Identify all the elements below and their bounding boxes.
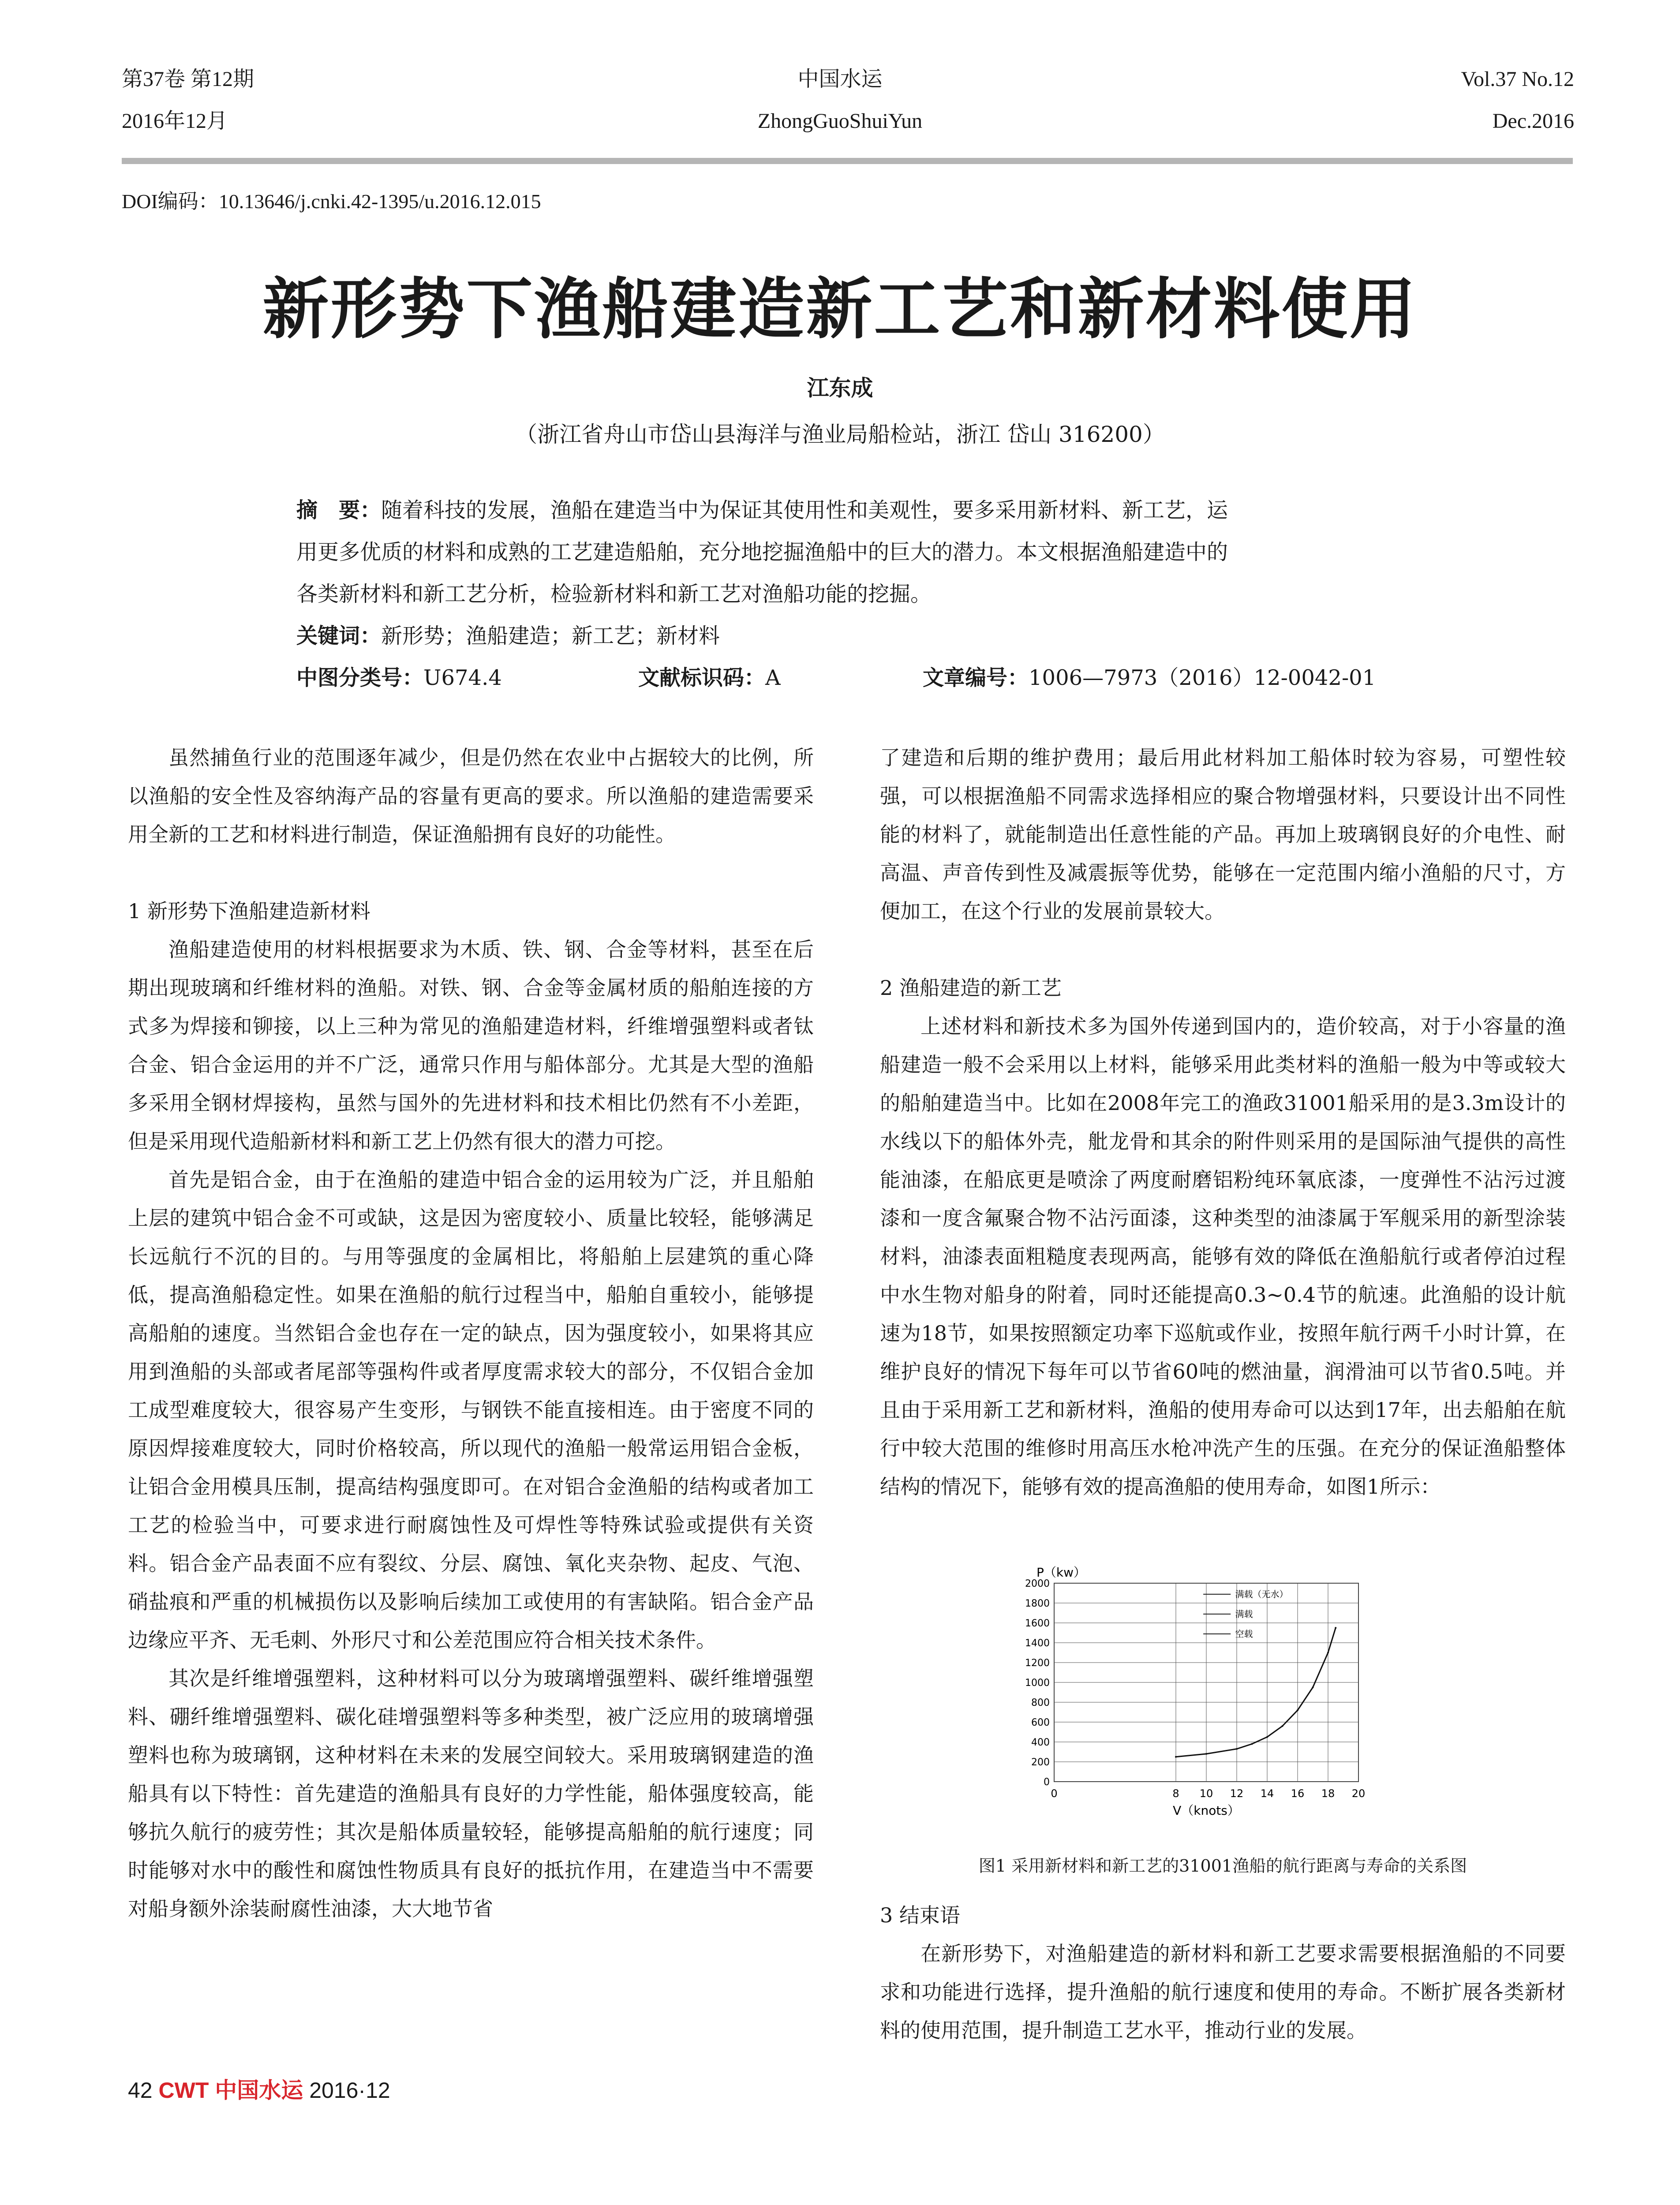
data-point (1297, 1709, 1298, 1711)
data-point (1266, 1736, 1268, 1738)
data-point (1236, 1748, 1238, 1750)
header-date: 2016年12月 (122, 109, 228, 133)
x-tick-label: 12 (1230, 1787, 1244, 1800)
paper-title: 新形势下渔船建造新工艺和新材料使用 (262, 270, 1418, 348)
figure-1-caption: 图1 采用新材料和新工艺的31001渔船的航行距离与寿命的关系图 (978, 1856, 1467, 1876)
left-column (128, 739, 814, 1928)
footer-journal: 中国水运 (215, 2078, 303, 2103)
y-tick-label: 1000 (1025, 1678, 1050, 1689)
section-2-paragraph: 上述材料和新技术多为国外传递到国内的，造价较高，对于小容量的渔船建造一般不会采用以上材料，能够采用此类材料的渔船一般为中等或较大的船舶建造当中。比如在2008年完工的渔政31001船采用的是3.3m设计的水线以下的船体外壳，舭龙骨和其余的附件则采用的是国际油气提供的高性能油漆，在船底更是喷涂了两度耐磨铝粉纯环氧底漆，一度弹性不沾污过渡漆和一度含氟聚合物不沾污面漆，这种类型的油漆属于军舰采用的新型涂装材料，油漆表面粗糙度表现两高，能够有效的降低在渔船航行或者停泊过程中水生物对船身的附着，同时还能提高0.3~0.4节的航速。此渔船的设计航速为18节，如果按照额定功率下巡航或作业，按照年航行两千小时计算，在维护良好的情况下每年可以节省60吨的燃油量，润滑油可以节省0.5吨。并且由于采用新工艺和新材料，渔船的使用寿命可以达到17年，出去船舶在航行中较大范围的维修时用高压水枪冲洗产生的压强。在充分的保证渔船整体结构的情况下，能够有效的提高渔船的使用寿命，如图1所示： (880, 1014, 1566, 1499)
data-point (1335, 1627, 1336, 1629)
abstract-label: 摘 要： (296, 498, 382, 523)
doi: DOI编码：10.13646/j.cnki.42-1395/u.2016.12.015 (122, 190, 541, 213)
y-tick-label: 600 (1031, 1717, 1050, 1728)
y-tick-label: 1400 (1025, 1638, 1050, 1649)
section-2-heading: 2 渔船建造的新工艺 (880, 976, 1062, 1000)
intro-paragraph: 虽然捕鱼行业的范围逐年减少，但是仍然在农业中占据较大的比例，所以渔船的安全性及容纳海产品的容量有更高的要求。所以渔船的建造需要采用全新的工艺和材料进行制造，保证渔船拥有良好的功能性。 (128, 746, 814, 846)
legend-label: 满载（无水） (1235, 1589, 1288, 1600)
y-tick-label: 2000 (1025, 1578, 1050, 1589)
section-3 (880, 1896, 1566, 2050)
section-3-paragraph: 在新形势下，对渔船建造的新材料和新工艺要求需要根据渔船的不同要求和功能进行选择，提升渔船的航行速度和使用的寿命。不断扩展各类新材料的使用范围，提升制造工艺水平，推动行业的发展。 (880, 1942, 1566, 2042)
y-tick-label: 200 (1031, 1757, 1050, 1768)
section-1-paragraph-1: 渔船建造使用的材料根据要求为木质、铁、钢、合金等材料，甚至在后期出现玻璃和纤维材料的渔船。对铁、钢、合金等金属材质的船舶连接的方式多为焊接和铆接，以上三种为常见的渔船建造材料，纤维增强塑料或者钛合金、铝合金运用的并不广泛，通常只作用与船体部分。尤其是大型的渔船多采用全钢材焊接构，虽然与国外的先进材料和技术相比仍然有不小差距，但是采用现代造船新材料和新工艺上仍然有很大的潜力可挖。 (128, 938, 814, 1153)
x-tick-label: 8 (1172, 1787, 1179, 1800)
footer-issue: 2016·12 (309, 2078, 390, 2103)
section-1-paragraph-3-cont: 了建造和后期的维护费用；最后用此材料加工船体时较为容易，可塑性较强，可以根据渔船不同需求选择相应的聚合物增强材料，只要设计出不同性能的材料了，就能制造出任意性能的产品。再加上玻璃钢良好的介电性、耐高温、声音传到性及减震振等优势，能够在一定范围内缩小渔船的尺寸，方便加工，在这个行业的发展前景较大。 (880, 746, 1566, 923)
y-tick-label: 800 (1031, 1697, 1050, 1708)
x-tick-label: 16 (1291, 1787, 1305, 1800)
header-journal-pinyin: ZhongGuoShuiYun (757, 109, 923, 133)
header-date-en: Dec.2016 (1492, 109, 1574, 133)
x-axis-label: V（knots） (1173, 1803, 1240, 1818)
data-point (1327, 1652, 1329, 1654)
y-tick-label: 1800 (1025, 1598, 1050, 1609)
y-tick-label: 0 (1044, 1777, 1050, 1788)
section-1-paragraph-3: 其次是纤维增强塑料，这种材料可以分为玻璃增强塑料、碳纤维增强塑料、硼纤维增强塑料、碳化硅增强塑料等多种类型，被广泛应用的玻璃增强塑料也称为玻璃钢，这种材料在未来的发展空间较大。采用玻璃钢建造的渔船具有以下特性：首先建造的渔船具有良好的力学性能，船体强度较高，能够抗久航行的疲劳性；其次是船体质量较轻，能够提高船舶的航行速度；同时能够对水中的酸性和腐蚀性物质具有良好的抵抗作用，在建造当中不需要对船身额外涂装耐腐性油漆，大大地节省 (128, 1667, 814, 1921)
keywords-label: 关键词： (296, 624, 382, 648)
header-volume: 第37卷 第12期 (122, 67, 254, 91)
cwt-logo: CWT (158, 2078, 209, 2103)
legend-label: 空载 (1235, 1629, 1253, 1639)
clc-code: U674.4 (423, 665, 502, 690)
y-tick-label: 1200 (1025, 1658, 1050, 1669)
right-column (880, 739, 1566, 1506)
x-tick-label: 0 (1051, 1787, 1058, 1800)
x-tick-label: 18 (1321, 1787, 1335, 1800)
data-point (1205, 1753, 1207, 1755)
abstract-line2: 用更多优质的材料和成熟的工艺建造船舶，充分地挖掘渔船中的巨大的潜力。本文根据渔船建造中的 (296, 540, 1228, 564)
article-no-label: 文章编号： (923, 665, 1029, 690)
section-3-heading: 3 结束语 (880, 1903, 960, 1927)
data-point (1251, 1743, 1253, 1745)
abstract-line3: 各类新材料和新工艺分析，检验新材料和新工艺对渔船功能的挖掘。 (296, 582, 932, 606)
x-tick-label: 20 (1351, 1787, 1366, 1800)
header-rule (122, 158, 1573, 164)
article-no: 1006—7973（2016）12-0042-01 (1029, 665, 1376, 690)
section-1-heading: 1 新形势下渔船建造新材料 (128, 899, 370, 923)
page-number: 42 (128, 2078, 153, 2103)
x-tick-label: 14 (1260, 1787, 1274, 1800)
y-tick-label: 400 (1031, 1737, 1050, 1748)
data-point (1175, 1756, 1177, 1758)
y-axis-label: P（kw） (1036, 1565, 1086, 1580)
doc-code: A (765, 665, 781, 690)
data-point (1312, 1686, 1314, 1688)
author: 江东成 (807, 375, 873, 401)
affiliation: （浙江省舟山市岱山县海洋与渔业局船检站，浙江 岱山 316200） (515, 422, 1165, 447)
abstract (296, 490, 1386, 699)
section-1-paragraph-2: 首先是铝合金，由于在渔船的建造中铝合金的运用较为广泛，并且船舶上层的建筑中铝合金不可或缺，这是因为密度较小、质量比较轻，能够满足长远航行不沉的目的。与用等强度的金属相比，将船舶上层建筑的重心降低，提高渔船稳定性。如果在渔船的航行过程当中，船舶自重较小，能够提高船舶的速度。当然铝合金也存在一定的缺点，因为强度较小，如果将其应用到渔船的头部或者尾部等强构件或者厚度需求较大的部分，不仅铝合金加工成型难度较大，很容易产生变形，与钢铁不能直接相连。由于密度不同的原因焊接难度较大，同时价格较高，所以现代的渔船一般常运用铝合金板，让铝合金用模具压制，提高结构强度即可。在对铝合金渔船的结构或者加工工艺的检验当中，可要求进行耐腐蚀性及可焊性等特殊试验或提供有关资料。铝合金产品表面不应有裂纹、分层、腐蚀、氧化夹杂物、起皮、气泡、硝盐痕和严重的机械损伤以及影响后续加工或使用的有害缺陷。铝合金产品边缘应平齐、无毛刺、外形尺寸和公差范围应符合相关技术条件。 (128, 1168, 814, 1652)
doc-code-label: 文献标识码： (638, 665, 766, 690)
series-line (1176, 1628, 1336, 1757)
y-tick-label: 1600 (1025, 1618, 1050, 1629)
clc-label: 中图分类号： (296, 665, 424, 690)
figure-1-chart (1001, 1561, 1381, 1826)
header-journal: 中国水运 (797, 67, 883, 91)
page-footer (128, 2073, 390, 2104)
legend-label: 满载 (1235, 1609, 1253, 1619)
keywords: 新形势；渔船建造；新工艺；新材料 (381, 624, 720, 648)
abstract-line1: 随着科技的发展，渔船在建造当中为保证其使用性和美观性，要多采用新材料、新工艺，运 (381, 498, 1228, 523)
data-point (1282, 1725, 1283, 1727)
header-vol-en: Vol.37 No.12 (1461, 67, 1574, 91)
x-tick-label: 10 (1199, 1787, 1213, 1800)
